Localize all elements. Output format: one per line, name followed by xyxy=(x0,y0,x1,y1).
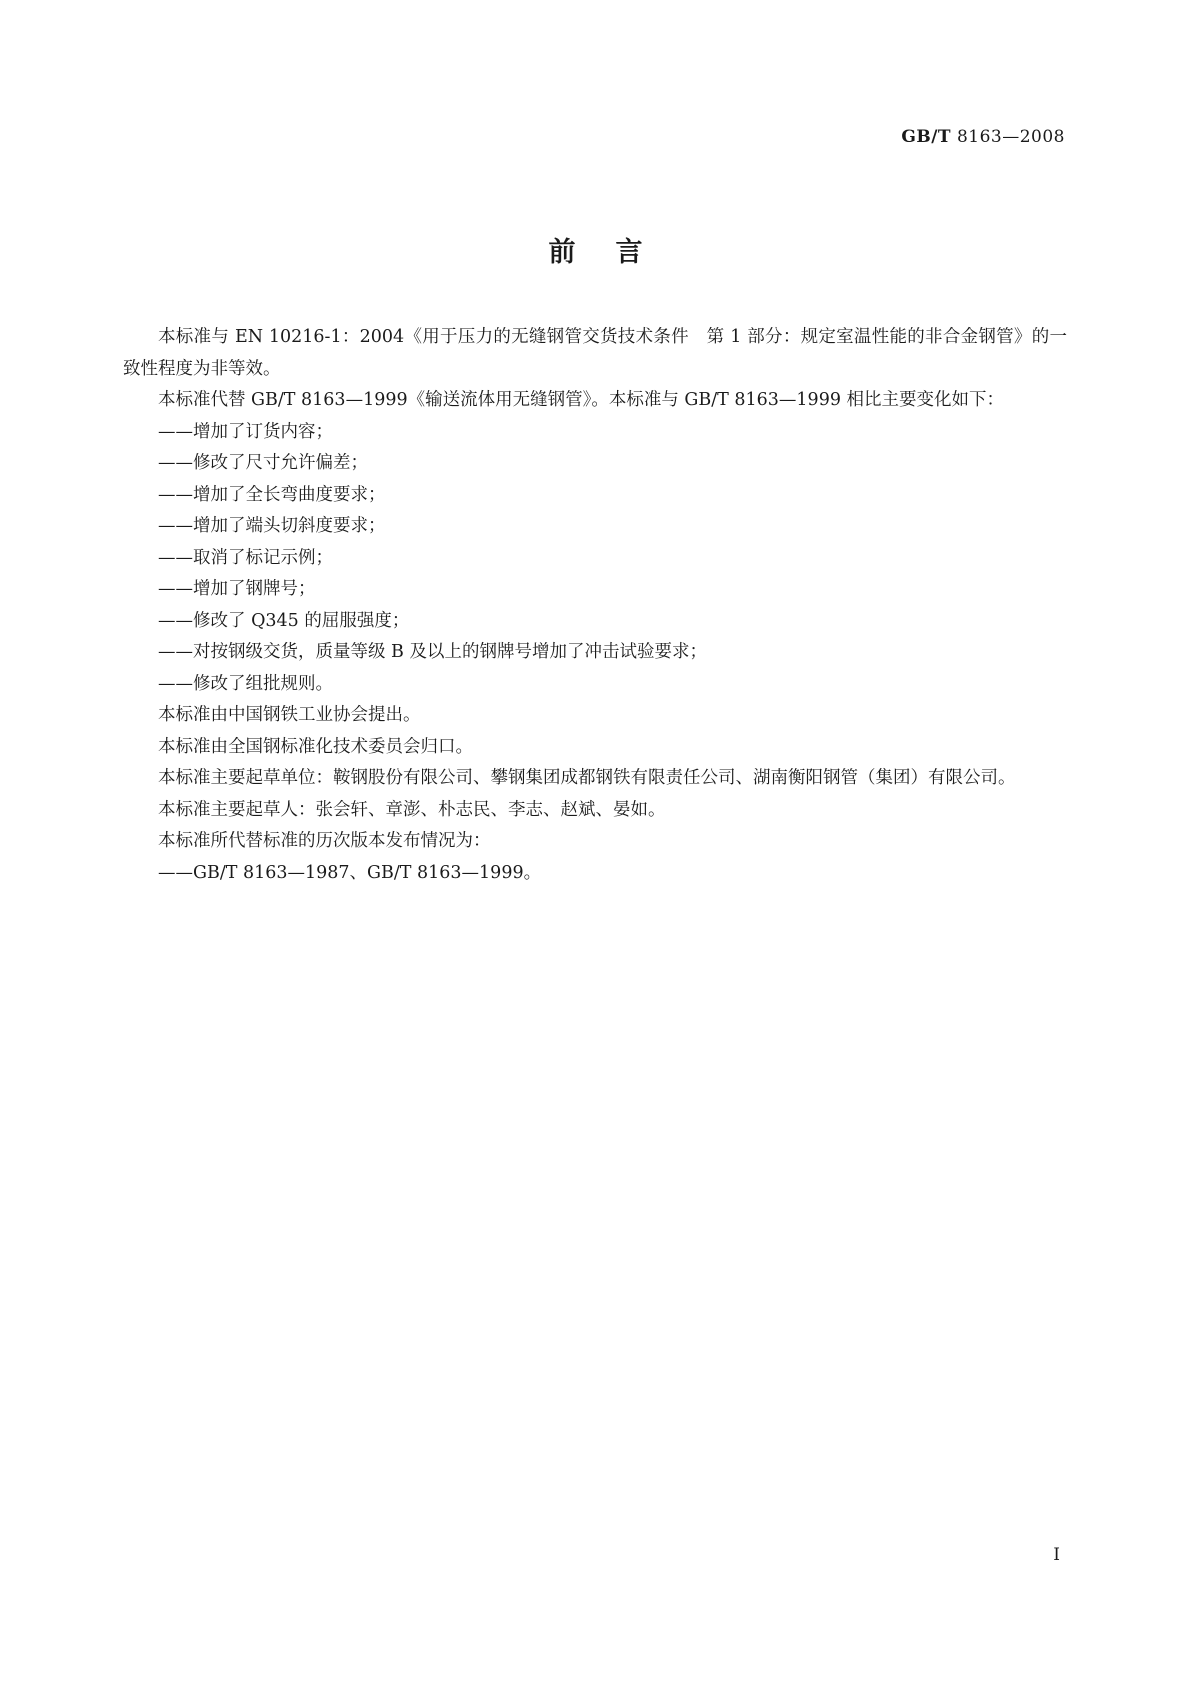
document-code-prefix: GB/T xyxy=(901,127,952,147)
change-item: ——对按钢级交货，质量等级 B 及以上的钢牌号增加了冲击试验要求； xyxy=(158,642,707,662)
paragraph-committee: 本标准由全国钢标准化技术委员会归口。 xyxy=(158,736,473,757)
paragraph-equivalence: 本标准与 EN 10216-1：2004《用于压力的无缝钢管交货技术条件 第 1 部分：规定室温性能的非合金钢管》的一致性程度为非等效。 xyxy=(123,327,1067,379)
document-code xyxy=(901,127,1065,147)
page-number: I xyxy=(1053,1545,1060,1565)
document-code-number: 8163—2008 xyxy=(956,127,1065,147)
paragraph-replacement: 本标准代替 GB/T 8163—1999《输送流体用无缝钢管》。本标准与 GB/T 8163—1999 相比主要变化如下： xyxy=(158,390,1005,410)
paragraph-history-intro: 本标准所代替标准的历次版本发布情况为： xyxy=(158,831,491,851)
change-item: ——增加了钢牌号； xyxy=(158,579,316,599)
change-item: ——增加了订货内容； xyxy=(158,421,333,442)
paragraph-drafters: 本标准主要起草人：张会轩、章澎、朴志民、李志、赵斌、晏如。 xyxy=(158,799,666,820)
change-item: ——修改了 Q345 的屈服强度； xyxy=(158,610,410,631)
change-item: ——增加了端头切斜度要求； xyxy=(158,516,386,536)
change-item: ——取消了标记示例； xyxy=(158,547,333,568)
change-item: ——修改了尺寸允许偏差； xyxy=(158,453,368,473)
change-item: ——增加了全长弯曲度要求； xyxy=(158,484,386,505)
paragraph-proposer: 本标准由中国钢铁工业协会提出。 xyxy=(158,705,421,725)
document-body xyxy=(123,322,1067,889)
change-item: ——修改了组批规则。 xyxy=(158,673,333,694)
history-item: ——GB/T 8163—1987、GB/T 8163—1999。 xyxy=(158,862,542,883)
page-title: 前言 xyxy=(548,237,683,268)
paragraph-drafting-units: 本标准主要起草单位：鞍钢股份有限公司、攀钢集团成都钢铁有限责任公司、湖南衡阳钢管（集团）有限公司。 xyxy=(158,768,1016,788)
